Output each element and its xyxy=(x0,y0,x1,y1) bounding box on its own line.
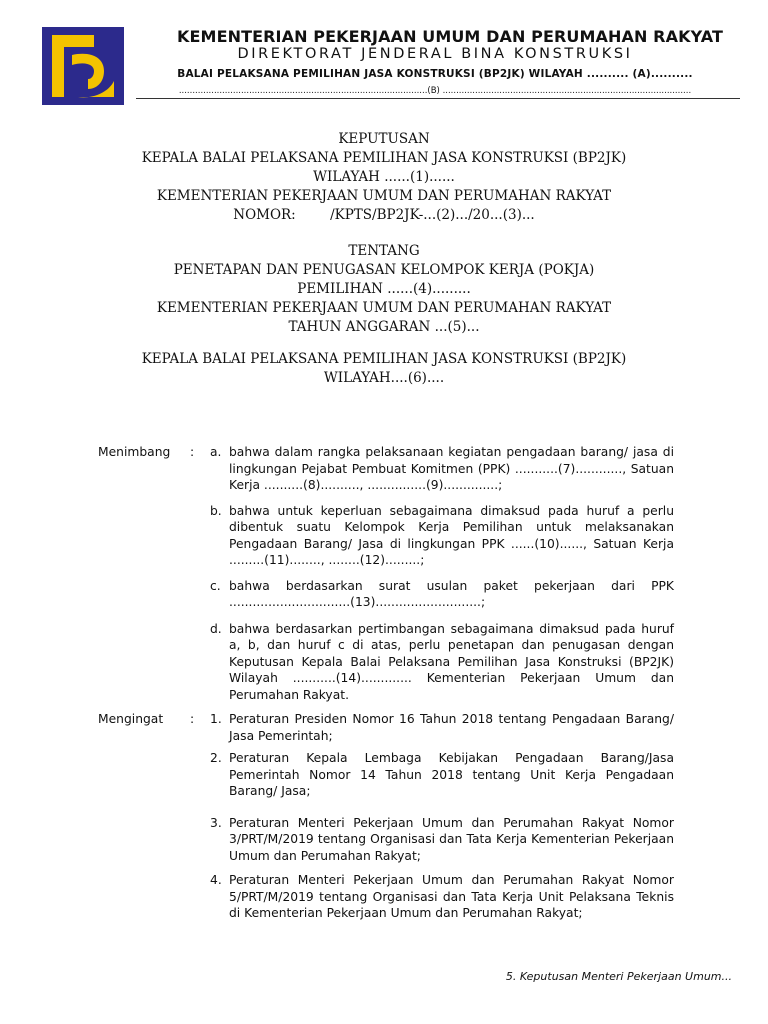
title-line: NOMOR: /KPTS/BP2JK-...(2).../20...(3)... xyxy=(233,207,535,223)
mengingat-section xyxy=(98,711,674,922)
list-item xyxy=(98,503,674,569)
item-marker: 4. xyxy=(210,873,222,887)
tentang-line: TAHUN ANGGARAN ...(5)... xyxy=(288,319,480,335)
list-item xyxy=(98,872,674,922)
section-colon: : xyxy=(190,445,195,459)
item-text: bahwa dalam rangka pelaksanaan kegiatan pengadaan barang/ jasa di lingkungan Pejabat Pembuat Komitmen (PPK) ...........(7)............, Satuan Kerja ..........(8).........., ...............(9)..............; xyxy=(229,445,674,492)
section-label: Menimbang xyxy=(98,445,171,459)
item-text: Peraturan Kepala Lembaga Kebijakan Pengadaan Barang/Jasa Pemerintah Nomor 14 Tahun 2018 tentang Unit Kerja Pengadaan Barang/ Jasa; xyxy=(229,751,674,798)
list-item xyxy=(98,444,674,494)
title-line: WILAYAH ......(1)...... xyxy=(313,169,455,185)
list-item xyxy=(98,578,674,611)
tentang-line: PEMILIHAN ......(4)......... xyxy=(297,281,471,297)
title-line: KEPALA BALAI PELAKSANA PEMILIHAN JASA KONSTRUKSI (BP2JK) xyxy=(141,150,627,166)
item-marker: b. xyxy=(210,503,222,518)
item-text: Peraturan Presiden Nomor 16 Tahun 2018 tentang Pengadaan Barang/ Jasa Pemerintah; xyxy=(229,712,674,743)
page-continuation-note: 5. Keputusan Menteri Pekerjaan Umum... xyxy=(505,970,732,983)
list-item xyxy=(98,815,674,865)
office-name: BALAI PELAKSANA PEMILIHAN JASA KONSTRUKSI (BP2JK) WILAYAH .......... (A).......... xyxy=(177,68,693,80)
ministry-name: KEMENTERIAN PEKERJAAN UMUM DAN PERUMAHAN RAKYAT xyxy=(177,27,723,46)
title-line: KEPUTUSAN xyxy=(338,131,430,147)
section-label: Mengingat xyxy=(98,712,164,726)
item-text: bahwa berdasarkan surat usulan paket pekerjaan dari PPK ...............................(13)...........................; xyxy=(229,578,674,609)
decree-title xyxy=(86,130,682,388)
item-marker: 3. xyxy=(210,815,222,830)
section-colon: : xyxy=(190,712,195,726)
pupr-emblem-icon xyxy=(42,27,124,105)
item-marker: a. xyxy=(210,445,222,459)
menimbang-section xyxy=(98,444,674,703)
tentang-line: KEMENTERIAN PEKERJAAN UMUM DAN PERUMAHAN RAKYAT xyxy=(156,300,612,316)
directorate-name: DIREKTORAT JENDERAL BINA KONSTRUKSI xyxy=(237,46,633,62)
list-item xyxy=(98,621,674,704)
office-address: ............................................................................................(B) ............................................................................................ xyxy=(178,86,692,96)
item-text: bahwa berdasarkan pertimbangan sebagaimana dimaksud pada huruf a, b, dan huruf c di atas, perlu penetapan dan penugasan dengan Keputusan Kepala Balai Pelaksana Pemilihan Jasa Konstruksi (BP2JK) Wilayah ...........(14)............. Kementerian Pekerjaan Umum dan Perumahan Rakyat. xyxy=(229,621,674,702)
tentang-line: TENTANG xyxy=(348,243,420,259)
signer-line: WILAYAH....(6).... xyxy=(323,370,445,386)
item-marker: c. xyxy=(210,578,221,593)
list-item xyxy=(98,711,674,744)
signer-line: KEPALA BALAI PELAKSANA PEMILIHAN JASA KONSTRUKSI (BP2JK) xyxy=(141,351,627,367)
list-item xyxy=(98,750,674,800)
item-text: bahwa untuk keperluan sebagaimana dimaksud pada huruf a perlu dibentuk suatu Kelompok Kerja Pemilihan untuk melaksanakan Pengadaan Barang/ Jasa di lingkungan PPK ......(10)......, Satuan Kerja .........(11)........, ........(12).........; xyxy=(229,503,674,567)
item-marker: 1. xyxy=(210,712,222,726)
letterhead-divider xyxy=(136,98,740,99)
item-marker: 2. xyxy=(210,751,222,765)
item-text: Peraturan Menteri Pekerjaan Umum dan Perumahan Rakyat Nomor 3/PRT/M/2019 tentang Organisasi dan Tata Kerja Kementerian Pekerjaan Umum dan Perumahan Rakyat; xyxy=(229,815,674,863)
tentang-line: PENETAPAN DAN PENUGASAN KELOMPOK KERJA (POKJA) xyxy=(173,262,595,278)
item-text: Peraturan Menteri Pekerjaan Umum dan Perumahan Rakyat Nomor 5/PRT/M/2019 tentang Organisasi dan Tata Kerja Unit Pelaksana Teknis di Kementerian Pekerjaan Umum dan Perumahan Rakyat; xyxy=(229,873,674,920)
title-line: KEMENTERIAN PEKERJAAN UMUM DAN PERUMAHAN RAKYAT xyxy=(156,188,612,204)
ministry-logo xyxy=(42,27,124,105)
item-marker: d. xyxy=(210,621,222,636)
